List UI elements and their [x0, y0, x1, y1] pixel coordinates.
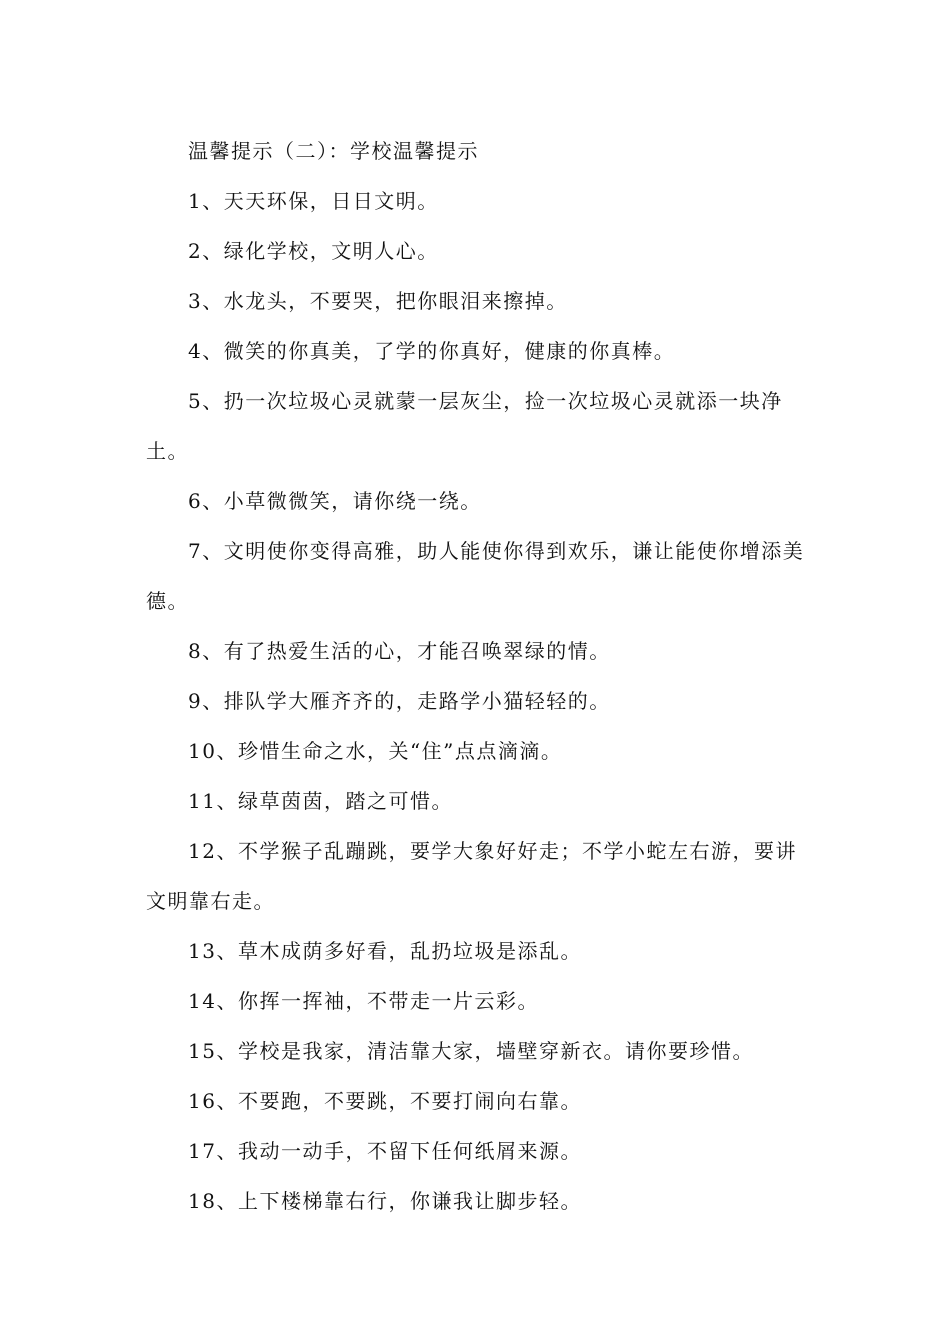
tip-item: 9、排队学大雁齐齐的，走路学小猫轻轻的。	[188, 689, 611, 713]
tip-item: 13、草木成荫多好看，乱扔垃圾是添乱。	[188, 939, 582, 963]
tip-item: 15、学校是我家，清洁靠大家，墙壁穿新衣。请你要珍惜。	[188, 1039, 754, 1063]
tip-item: 12、不学猴子乱蹦跳，要学大象好好走；不学小蛇左右游，要讲文明靠右走。	[146, 839, 797, 913]
tip-item: 14、你挥一挥袖，不带走一片云彩。	[188, 989, 539, 1013]
tip-item: 11、绿草茵茵，踏之可惜。	[188, 789, 453, 813]
tip-item: 16、不要跑，不要跳，不要打闹向右靠。	[188, 1089, 582, 1113]
tip-item: 5、扔一次垃圾心灵就蒙一层灰尘，捡一次垃圾心灵就添一块净土。	[146, 389, 783, 463]
tip-item: 3、水龙头，不要哭，把你眼泪来擦掉。	[188, 289, 568, 313]
document-heading: 温馨提示（二）：学校温馨提示	[188, 139, 479, 163]
tip-item: 10、珍惜生命之水，关“住”点点滴滴。	[188, 739, 563, 763]
tip-item: 8、有了热爱生活的心，才能召唤翠绿的情。	[188, 639, 611, 663]
tip-item: 6、小草微微笑，请你绕一绕。	[188, 489, 482, 513]
tip-item: 1、天天环保，日日文明。	[188, 189, 439, 213]
tip-item: 7、文明使你变得高雅，助人能使你得到欢乐，谦让能使你增添美德。	[146, 539, 805, 613]
tip-item: 2、绿化学校，文明人心。	[188, 239, 439, 263]
document-body	[146, 126, 806, 1226]
tip-item: 18、上下楼梯靠右行，你谦我让脚步轻。	[188, 1189, 582, 1213]
tip-item: 4、微笑的你真美，了学的你真好，健康的你真棒。	[188, 339, 676, 363]
tip-item: 17、我动一动手，不留下任何纸屑来源。	[188, 1139, 582, 1163]
